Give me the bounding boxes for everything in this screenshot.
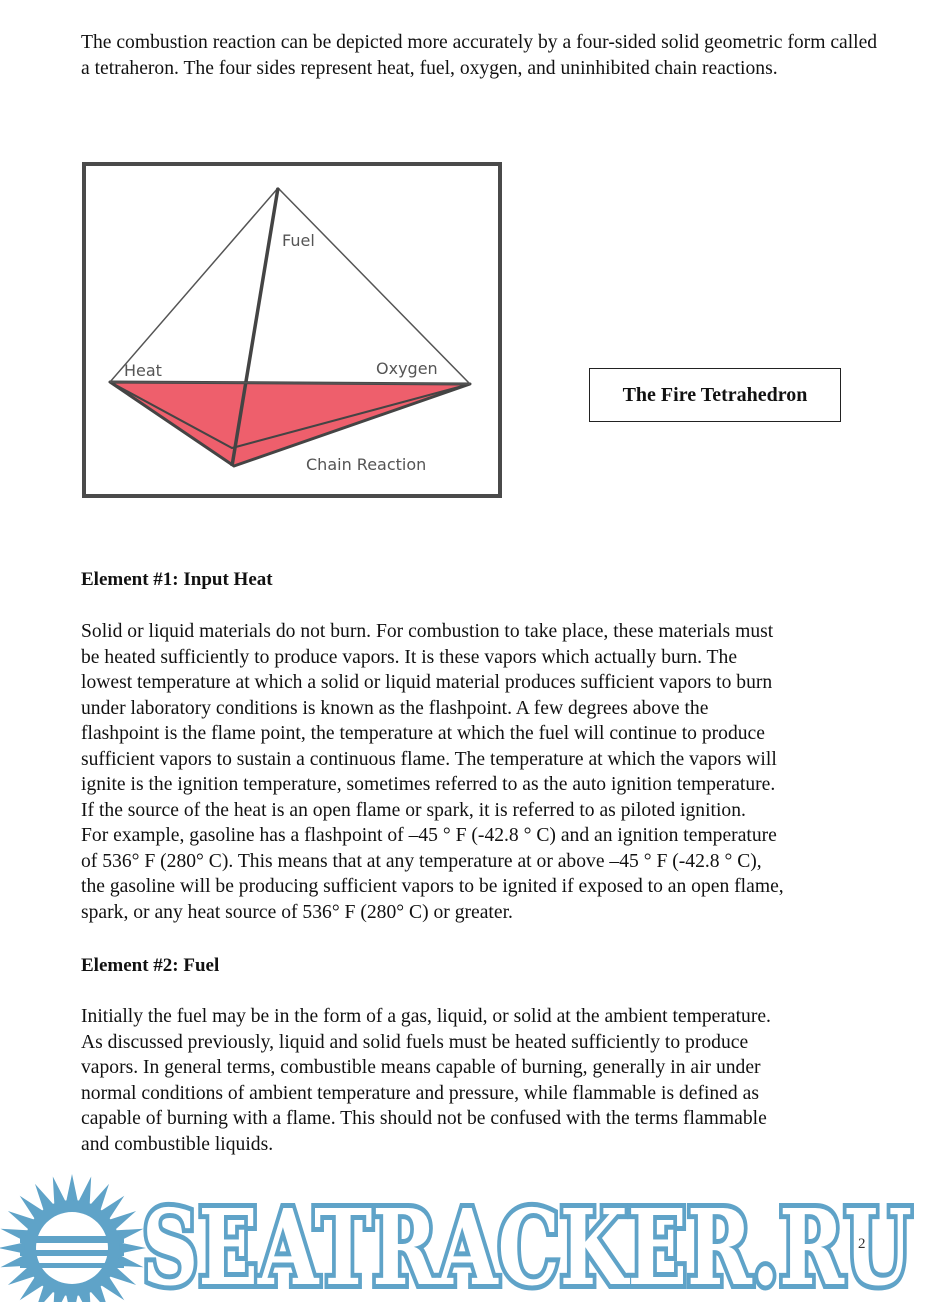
tetrahedron-left-edge	[110, 188, 470, 384]
text-line: lowest temperature at which a solid or liquid material produces sufficient vapors to burn	[81, 672, 773, 693]
page-number: 2	[858, 1236, 866, 1252]
text-line: spark, or any heat source of 536° F (280° C) or greater.	[81, 901, 513, 923]
seatracker-watermark	[0, 1160, 932, 1302]
text-line: Initially the fuel may be in the form of a gas, liquid, or solid at the ambient temperature.	[81, 1006, 771, 1027]
text-line: and combustible liquids.	[81, 1133, 274, 1155]
text-line: normal conditions of ambient temperature and pressure, while flammable is defined as	[81, 1082, 759, 1104]
figure-caption: The Fire Tetrahedron	[589, 368, 841, 422]
section-body-fuel	[81, 1004, 881, 1157]
sun-logo-icon	[0, 1174, 146, 1302]
tetrahedron-diagram	[86, 166, 498, 494]
text-line: For example, gasoline has a flashpoint of –45 ° F (-42.8 ° C) and an ignition temperature	[81, 825, 777, 846]
text-line: be heated sufficiently to produce vapors. It is these vapors which actually burn. The	[81, 646, 738, 668]
text-line: vapors. In general terms, combustible means capable of burning, generally in air under	[81, 1057, 761, 1078]
oxygen-label: Oxygen	[376, 359, 438, 378]
text-line: Solid or liquid materials do not burn. For combustion to take place, these materials must	[81, 621, 774, 642]
section-body-input-heat	[81, 619, 881, 925]
watermark-text: SEATRACKER.RU	[142, 1186, 912, 1302]
heat-label: Heat	[124, 361, 162, 380]
tetrahedron-base-face	[110, 382, 470, 466]
chain-reaction-label: Chain Reaction	[306, 455, 427, 474]
fire-tetrahedron-figure	[82, 162, 502, 498]
text-line: As discussed previously, liquid and solid fuels must be heated sufficiently to produce	[81, 1031, 749, 1053]
text-line: ignite is the ignition temperature, sometimes referred to as the auto ignition temperature.	[81, 774, 776, 795]
text-line: capable of burning with a flame. This should not be confused with the terms flammable	[81, 1108, 767, 1129]
text-line: of 536° F (280° C). This means that at any temperature at or above –45 ° F (-42.8 ° C),	[81, 850, 762, 872]
text-line: flashpoint is the flame point, the temperature at which the fuel will continue to produce	[81, 723, 765, 744]
text-line: the gasoline will be producing sufficient vapors to be ignited if exposed to an open flame,	[81, 876, 784, 897]
intro-paragraph: The combustion reaction can be depicted more accurately by a four-sided solid geometric form called a tetraheron. The four sides represent heat, fuel, oxygen, and uninhibited chain reactions.	[81, 32, 878, 79]
fuel-label: Fuel	[282, 231, 315, 250]
text-line: under laboratory conditions is known as the flashpoint. A few degrees above the	[81, 697, 709, 719]
text-line: If the source of the heat is an open flame or spark, it is referred to as piloted ignition.	[81, 799, 746, 821]
section-heading-fuel: Element #2: Fuel	[81, 955, 220, 976]
section-heading-input-heat: Element #1: Input Heat	[81, 569, 273, 590]
text-line: sufficient vapors to sustain a continuous flame. The temperature at which the vapors will	[81, 748, 777, 770]
